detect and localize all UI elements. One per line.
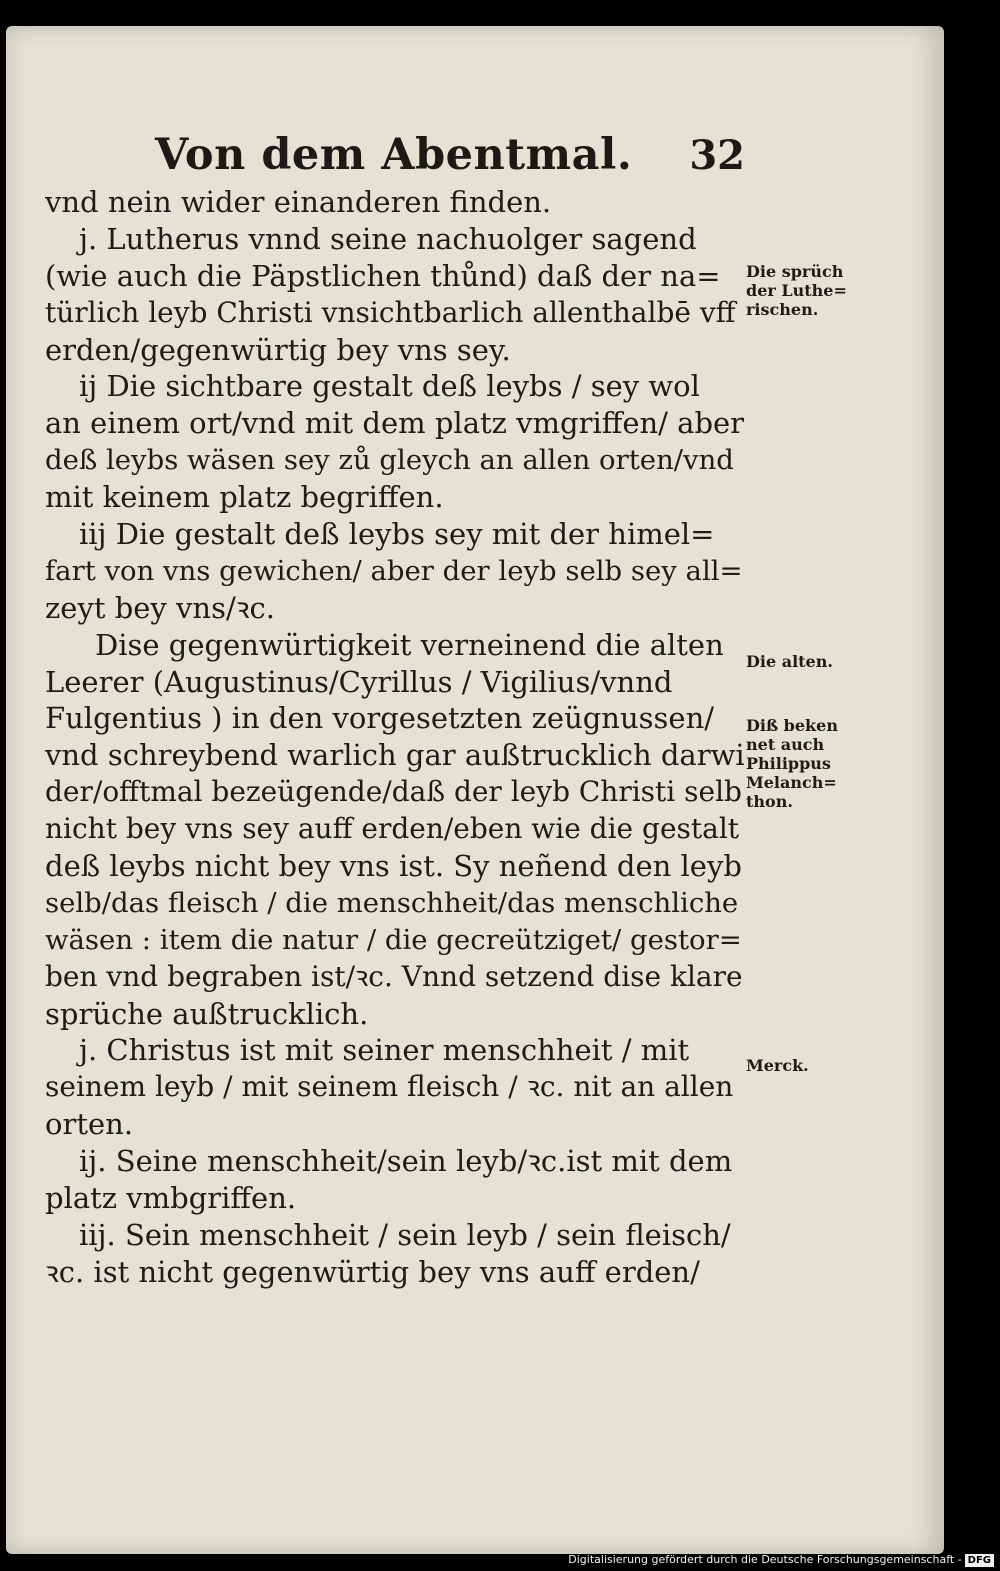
text-line: Dise gegenwürtigkeit verneinend die alten — [95, 627, 724, 662]
text-line: vnd nein wider einanderen finden. — [45, 185, 552, 219]
text-line: orten. — [45, 1107, 134, 1142]
text-line: deß leybs nicht bey vns ist. Sy neñend den leyb — [45, 849, 742, 884]
margin-note-melanchthon — [746, 716, 876, 811]
text-line: vnd schreybend warlich gar außtrucklich darwi — [45, 738, 745, 773]
funding-credit — [568, 1553, 994, 1567]
text-line: platz vmbgriffen. — [45, 1181, 297, 1216]
text-line: iij Die gestalt deß leybs sey mit der himel= — [79, 517, 715, 552]
margin-note-line: Melanch= — [746, 773, 837, 792]
text-line: deß leybs wäsen sey zů gleych an allen orten/vnd — [45, 444, 734, 477]
margin-note-line: Philippus — [746, 754, 831, 773]
text-line: selb/das fleisch / die menschheit/das menschliche — [45, 886, 739, 919]
text-line: ij Die sichtbare gestalt deß leybs / sey wol — [79, 369, 700, 404]
text-line: ꝛc. ist nicht gegenwürtig bey vns auff erden/ — [45, 1254, 700, 1289]
text-line: mit keinem platz begriffen. — [45, 480, 444, 515]
text-line: iij. Sein menschheit / sein leyb / sein fleisch/ — [79, 1217, 731, 1252]
text-line: der/offtmal bezeügende/daß der leyb Christi selb — [45, 775, 742, 809]
text-line: sprüche außtrucklich. — [45, 996, 369, 1031]
text-line: ij. Seine menschheit/sein leyb/ꝛc.ist mit dem — [79, 1144, 733, 1179]
text-line: Leerer (Augustinus/Cyrillus / Vigilius/vnnd — [45, 664, 673, 699]
dfg-logo: DFG — [965, 1554, 994, 1567]
body-text — [45, 184, 745, 1291]
funding-credit-text: Digitalisierung gefördert durch die Deutsche Forschungsgemeinschaft - — [568, 1553, 962, 1566]
text-line: j. Christus ist mit seiner menschheit / mit — [79, 1033, 690, 1068]
text-line: (wie auch die Päpstlichen thůnd) daß der na= — [45, 258, 721, 293]
page-number: 32 — [689, 132, 745, 179]
page-header — [155, 130, 745, 180]
margin-note-line: Diß beken — [746, 716, 838, 735]
margin-note-line: thon. — [746, 792, 793, 811]
text-line: zeyt bey vns/ꝛc. — [45, 590, 275, 625]
text-line: seinem leyb / mit seinem fleisch / ꝛc. nit an allen — [45, 1070, 734, 1104]
margin-note-lutheran — [746, 262, 876, 319]
text-line: türlich leyb Christi vnsichtbarlich allenthalbē vff — [45, 295, 736, 329]
margin-note-ancients — [746, 652, 876, 671]
margin-note-merck — [746, 1056, 876, 1075]
text-line: nicht bey vns sey auff erden/eben wie die gestalt — [45, 812, 740, 846]
text-line: erden/gegenwürtig bey vns sey. — [45, 332, 511, 367]
running-title: Von dem Abentmal. — [155, 130, 633, 180]
text-line: fart von vns gewichen/ aber der leyb selb sey all= — [45, 554, 743, 587]
margin-note-line: Die alten. — [746, 652, 833, 671]
margin-note-line: der Luthe= — [746, 281, 847, 300]
text-line: ben vnd begraben ist/ꝛc. Vnnd setzend dise klare — [45, 959, 743, 993]
text-line: Fulgentius ) in den vorgesetzten zeügnussen/ — [45, 701, 715, 736]
text-line: wäsen : item die natur / die gecreütziget/ gestor= — [45, 923, 742, 956]
margin-note-line: net auch — [746, 735, 825, 754]
margin-note-line: Die sprüch — [746, 262, 844, 281]
margin-note-line: Merck. — [746, 1056, 809, 1075]
margin-note-line: rischen. — [746, 300, 819, 319]
text-line: an einem ort/vnd mit dem platz vmgriffen/ aber — [45, 406, 745, 441]
text-line: j. Lutherus vnnd seine nachuolger sagend — [79, 221, 697, 256]
